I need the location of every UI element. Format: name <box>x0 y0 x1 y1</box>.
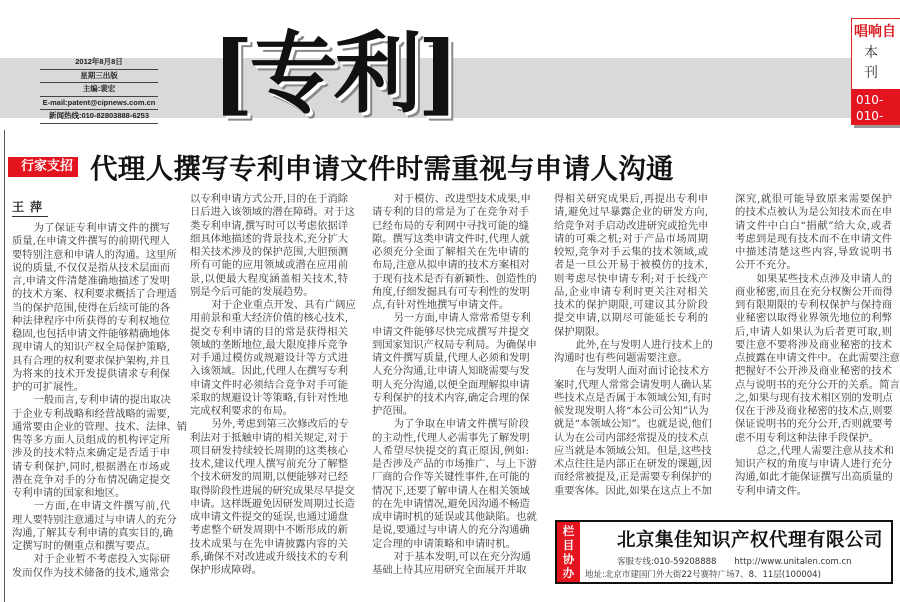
text-line: 技术成果与在先申请披露内容的关 <box>190 537 348 550</box>
text-line: 类专利申请,撰写时可以考虑依据详 <box>190 219 348 232</box>
text-line: 请专利的目的常是为了在竞争对手 <box>372 206 529 219</box>
text-line: 深究,就很可能导致原来需要保护 <box>735 193 892 205</box>
paragraph <box>190 418 355 577</box>
text-line: 情况下,还要了解申请人在相关领域 <box>372 484 530 497</box>
text-line: 对于基本发明,可以在充分沟通 <box>393 550 531 563</box>
text-line: 考虑到是现有技术而不在申请文件 <box>735 232 892 245</box>
text-line: 取得阶段性进展的研究成果尽早提交 <box>190 484 355 497</box>
text-line: 业秘密以取得业界领先地位的利弊 <box>735 312 892 325</box>
text-line: 所有可能的应用领域或潜在应用前 <box>190 259 348 272</box>
text-line: 另外,考虑到第三次修改后的专 <box>211 418 349 431</box>
text-line: 考虑整个研发周期中不断形成的新 <box>190 524 348 537</box>
side-ad-phone1: 010- <box>856 93 884 107</box>
text-line: 发而仅作为技术储备的技术,通常会 <box>12 566 170 579</box>
side-ad-line2: 刊 <box>864 65 878 81</box>
text-line: 景,以便最大程度涵盖相关技术,特 <box>190 272 348 285</box>
text-line: 申请文件时必须结合竞争对手可能 <box>190 378 348 391</box>
left-rule <box>4 130 5 602</box>
text-line: 潜在竞争对手的分布情况确定提交 <box>12 473 170 486</box>
text-line: 厂商的合作等关键性事件,在可能的 <box>372 471 530 484</box>
text-line: 到有限期限的专利权保护与保持商 <box>735 299 892 311</box>
text-line: 个技术研发的周期,以便能够对已经 <box>190 471 348 484</box>
text-line: 具有合理的权利要求保护架构,并且 <box>12 354 170 367</box>
text-line: 则考虑尽快申请专利;对于长线产 <box>554 272 708 285</box>
text-line: 的技术点被认为是公知技术而在申 <box>735 206 892 219</box>
text-line: 定合理的申请策略和申请时机。 <box>372 537 517 550</box>
text-line: 完成权利要求的布局。 <box>190 405 293 417</box>
text-line: 后,申请人如果认为后者更可取,则 <box>735 325 892 338</box>
text-line: 项目研发持续较长周期的这类核心 <box>190 444 348 457</box>
text-line: 隙。撰写这类申请文件时,代理人就 <box>372 232 530 245</box>
text-line: 点,有针对性地撰写申请文件。 <box>372 299 510 311</box>
sponsor-phone: 客服专线:010-59208888 <box>617 557 717 567</box>
paragraph <box>372 312 537 418</box>
text-line: 售等多方面人员组成的机构评定所 <box>12 434 170 446</box>
text-line: 领域的垄断地位,最大限度排斥竞争 <box>190 338 348 351</box>
text-line: 必须充分全面了解相关在先申请的 <box>372 246 529 258</box>
sponsor-label-strip <box>557 522 580 582</box>
text-line: 虑不用专利这种法律手段保护。 <box>735 431 880 444</box>
text-line: 细具体地描述的背景技术,充分扩大 <box>190 232 348 245</box>
text-line: 说的质量,不仅仅是指从技术层面而 <box>12 261 170 274</box>
text-line: 于现有技术是否有新颖性、创造性的 <box>372 272 537 285</box>
side-ad-phone2: 010- <box>856 109 884 123</box>
paragraph <box>735 445 892 498</box>
paragraph <box>554 338 713 366</box>
text-line: 技术,建议代理人撰写前充分了解整 <box>190 458 348 470</box>
text-line: 沟通,如此才能保证撰写出高质量的 <box>735 471 893 484</box>
text-line: 质量,在申请文件撰写的前期代理人 <box>12 235 170 248</box>
text-line: 申请。这样既避免因研发周期过长造 <box>190 497 355 510</box>
text-line: 请文件中白白“捐献”给大众,或者 <box>735 219 892 232</box>
text-line: 给竞争对手启动改进研究或抢先申 <box>554 219 709 232</box>
text-line: 人希望尽快提交的真正原因,例如: <box>372 444 529 457</box>
text-line: 为将来的技术开发提供请求专利保 <box>12 367 170 380</box>
text-line: 沟通,了解其专利申请的真实目的,确 <box>12 526 173 539</box>
text-line: 较短,竞争对手云集的技术领域,或 <box>554 246 708 258</box>
text-line: 请,避免过早暴露企业的研发方向, <box>554 206 708 219</box>
sponsor-website[interactable]: http://www.unitalen.com.cn <box>734 557 852 567</box>
hotline: 新闻热线:010-82803888-6253 <box>40 110 158 124</box>
text-line: 此外,在与发明人进行技术上的 <box>575 338 713 351</box>
text-line: 点与说明书的充分公开的关系。简言 <box>735 378 900 391</box>
paragraph <box>372 418 537 551</box>
text-line: 是否涉及产品的市场推广、与上下游 <box>372 458 537 470</box>
masthead-info <box>40 56 158 124</box>
text-line: 提交专利申请的目的常是获得相关 <box>190 325 348 338</box>
text-line: 请专利保护,同时,根据潜在市场或 <box>12 460 170 473</box>
text-line: 对于企业重点开发、具有广阔应 <box>211 299 356 311</box>
text-line: 的主动性,代理人必需事先了解发明 <box>372 431 530 444</box>
side-ad <box>851 18 900 125</box>
text-line: 专利申请的国家和地区。 <box>12 487 126 499</box>
text-line: 定撰写时的侧重点和撰写要点。 <box>12 540 157 552</box>
text-line: 总之,代理人需要注意从技术和 <box>756 444 894 457</box>
text-line: 请文件撰写质量,代理人必须和发明 <box>372 352 530 364</box>
text-line: 另一方面,申请人常常希望专利 <box>393 312 531 325</box>
text-line: 理人要特别注意通过与申请人的充分 <box>12 513 177 526</box>
author: 王萍 <box>12 198 48 217</box>
text-line: 布局,注意从拟申请的技术方案相对 <box>372 259 530 272</box>
paragraph <box>12 394 188 500</box>
paragraph <box>12 222 177 394</box>
text-line: 一般而言,专利申请的提出取决 <box>33 394 171 407</box>
article-column-1 <box>12 222 188 580</box>
text-line: 重要客体。因此,如果在这点上不加 <box>554 484 712 497</box>
text-line: 一方面,在申请文件撰写前,代 <box>33 500 170 513</box>
text-line: 要注意不要将涉及商业秘密的技术 <box>735 338 892 351</box>
text-line: 于企业专利战略和经营战略的需要, <box>12 407 170 420</box>
email: E-mail:patent@cipnews.com.cn <box>40 97 158 111</box>
text-line: 商业秘密,而且在充分权衡公开而得 <box>735 285 893 298</box>
text-line: 应当就是本领域公知。但是,这些技 <box>554 444 712 457</box>
text-line: 当的保护范围,使得在后续可能的各 <box>12 301 170 314</box>
sponsor-address: 地址:北京市建国门外大街22号赛特广场7、8、11层(100004) <box>585 570 821 580</box>
paragraph <box>12 553 170 580</box>
text-line: 请的可乘之机;对于产品市场周期 <box>554 232 708 245</box>
text-line: 种法律程序中所获得的专利权地位 <box>12 314 170 327</box>
side-ad-line1: 本 <box>864 45 878 61</box>
text-line: 沟通时也有些问题需要注意。 <box>554 352 688 364</box>
text-line: 专利保护的技术内容,确定合理的保 <box>372 391 530 404</box>
text-line: 为了争取在申请文件撰写阶段 <box>393 418 529 431</box>
sponsor-label: 栏目协办 <box>562 524 575 580</box>
text-line: 点披露在申请文件中。在此需要注意 <box>735 352 900 364</box>
text-line: 到国家知识产权局专利局。为确保申 <box>372 338 537 351</box>
edition: 星期三出版 <box>40 70 158 84</box>
text-line: 用前景和重大经济价值的核心技术, <box>190 312 348 325</box>
text-line: 如果某些技术点涉及申请人的 <box>756 272 892 285</box>
text-line: 相关技术涉及的保护范围,大胆预测 <box>190 246 348 258</box>
text-line: 技术的保护期限,可建议其分阶段 <box>554 299 708 311</box>
text-line: 别是今后可能的发展趋势。 <box>190 285 314 298</box>
text-line: 者是一旦公开易于被模仿的技术, <box>554 259 708 272</box>
paragraph <box>190 299 356 418</box>
text-line: 稳固,也包括申请文件能够精确地体 <box>12 328 170 340</box>
text-line: 通常要由企业的管理、技术、法律、销 <box>12 420 188 433</box>
text-line: 把握好不公开涉及商业秘密的技术 <box>735 365 892 378</box>
text-line: 成申请时机的延误或其他缺陷。也就 <box>372 511 537 523</box>
section-title: [专利] <box>212 21 456 125</box>
paragraph <box>372 551 529 578</box>
text-line: 在与发明人面对面讨论技术方 <box>575 365 710 378</box>
paragraph <box>190 193 355 299</box>
text-line: 人充分沟通,让申请人知晓需要与发 <box>372 365 530 378</box>
text-line: 采取的规避设计等策略,有针对性地 <box>190 391 348 404</box>
paragraph <box>735 193 892 273</box>
text-line: 要特别注意和申请人的沟通。这里所 <box>12 248 177 261</box>
text-line: 护的可扩展性。 <box>12 381 85 393</box>
text-line: 系,确保不对改进或升级技术的专利 <box>190 550 348 563</box>
text-line: 品,企业申请专利时更关注对相关 <box>554 285 708 298</box>
text-line: 基础上待其应用研究全面展开并取 <box>372 564 527 576</box>
column-tag: 行家支招 <box>8 157 78 177</box>
sponsor-ad <box>555 520 893 584</box>
sponsor-contact <box>617 557 852 568</box>
text-line: 日后进入该领域的潜在障碍。对于这 <box>190 206 355 219</box>
text-line: 案时,代理人常常会请发明人确认某 <box>554 378 712 391</box>
sponsor-company: 北京集佳知识产权代理有限公司 <box>616 530 883 551</box>
text-line: 护范围。 <box>372 405 414 417</box>
text-line: 对于模仿、改进型技术成果,申 <box>393 193 531 205</box>
side-ad-title: 唱响自 <box>854 24 896 40</box>
paragraph <box>735 272 900 445</box>
text-line: 明人充分沟通,以便全面理解拟申请 <box>372 378 530 391</box>
text-line: 成申请文件提交的延误,也通过通盘 <box>190 511 348 523</box>
text-line: 之,如果与现有技术相区别的发明点 <box>735 391 893 404</box>
text-line: 涉及的技术特点来确定是否适于申 <box>12 447 170 460</box>
text-line: 对于企业暂不考虑投入实际研 <box>33 553 170 566</box>
article-column-3 <box>372 193 537 577</box>
text-line: 的技术方案、权利要求概括了合理适 <box>12 288 177 301</box>
side-ad-phones <box>852 89 900 125</box>
text-line: 言,申请文件清楚准确地描述了发明 <box>12 275 170 287</box>
text-line: 专利申请文件。 <box>735 484 808 497</box>
text-line: 对手通过模仿或规避设计等方式进 <box>190 352 348 364</box>
text-line: 利法对于抵触申请的相关规定,对于 <box>190 431 348 444</box>
editor: 主编:裴宏 <box>40 83 158 97</box>
text-line: 中描述清楚这些内容,导致说明书 <box>735 246 892 258</box>
text-line: 就是“本领域公知”。也就是说,他们 <box>554 418 712 431</box>
text-line: 已经布局的专利网中寻找可能的缝 <box>372 219 529 232</box>
headline: 代理人撰写专利申请文件时需重视与申请人沟通 <box>90 153 674 185</box>
text-line: 认为在公司内部经常提及的技术点 <box>554 431 709 444</box>
paragraph <box>12 500 177 553</box>
text-line: 公开不充分。 <box>735 259 797 272</box>
text-line: 角度,仔细发掘具有可专利性的发明 <box>372 285 530 298</box>
text-line: 以专利申请方式公开,目的在于消除 <box>190 193 348 205</box>
text-line: 得相关研究成果后,再提出专利申 <box>554 193 708 205</box>
text-line: 而经常被提及,正是需要专利保护的 <box>554 471 712 484</box>
text-line: 候发现发明人将“本公司公知”认为 <box>554 405 709 417</box>
text-line: 是说,要通过与申请人的充分沟通确 <box>372 524 530 537</box>
text-line: 保证说明书的充分公开,否则就要考 <box>735 418 893 431</box>
text-line: 仅在于涉及商业秘密的技术点,则要 <box>735 405 893 417</box>
article-column-5 <box>735 193 900 498</box>
text-line: 现申请人的知识产权全局保护策略, <box>12 341 170 354</box>
text-line: 知识产权的角度与申请人进行充分 <box>735 458 892 470</box>
text-line: 保护期限。 <box>554 325 606 338</box>
issue-date: 2012年8月8日 <box>40 56 158 70</box>
article-column-4 <box>554 193 713 498</box>
text-line: 为了保证专利申请文件的撰写 <box>33 222 170 234</box>
text-line: 申请文件能够尽快完成撰写并提交 <box>372 325 529 338</box>
paragraph <box>372 193 537 312</box>
text-line: 的在先申请情况,避免因沟通不畅造 <box>372 497 530 510</box>
paragraph <box>554 193 708 339</box>
text-line: 术点往往是内部正在研发的课题,因 <box>554 458 712 470</box>
article-column-2 <box>190 193 356 577</box>
text-line: 保护形成障碍。 <box>190 564 263 576</box>
text-line: 些技术点是否属于本领域公知,有时 <box>554 391 712 404</box>
text-line: 提交申请,以期尽可能延长专利的 <box>554 312 708 325</box>
text-line: 入该领域。因此,代理人在撰写专利 <box>190 365 348 378</box>
paragraph <box>554 365 712 498</box>
